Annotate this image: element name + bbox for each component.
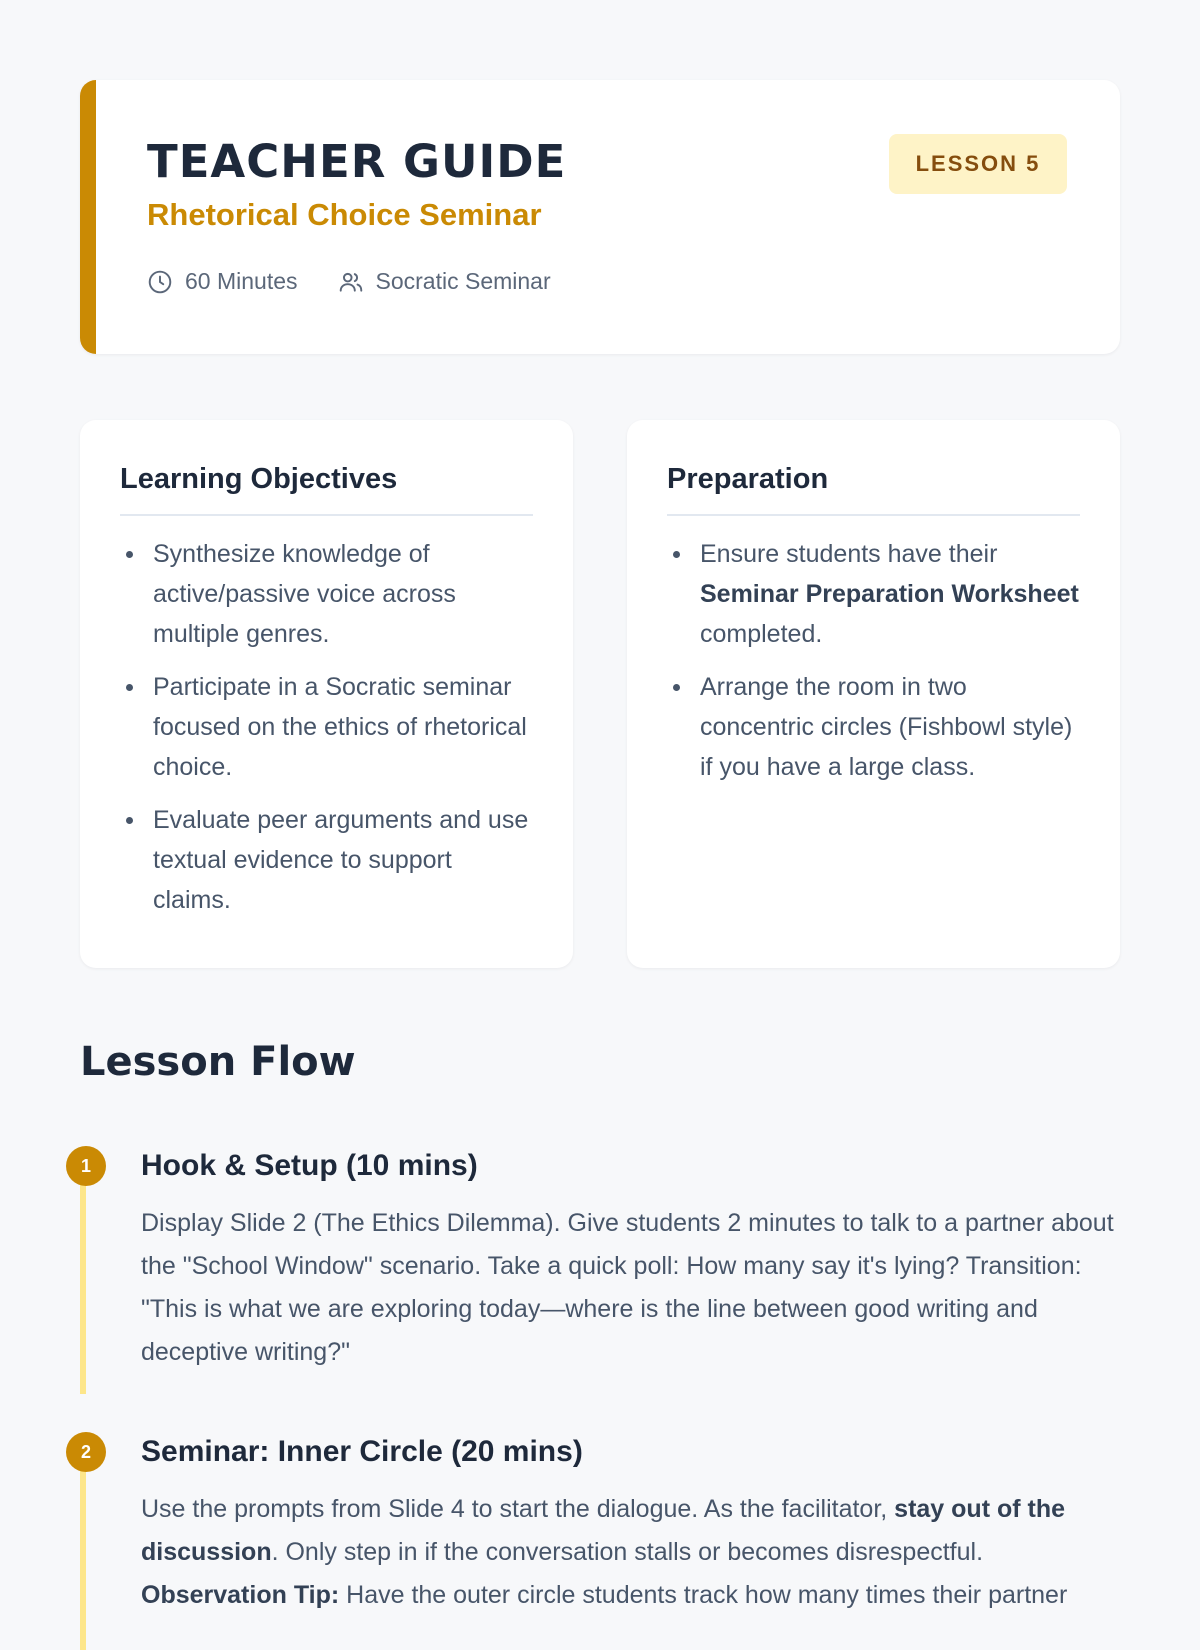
step-text-emphasis: stay out of the discussion <box>141 1495 1066 1566</box>
list-item <box>667 534 1080 654</box>
objectives-heading: Learning Objectives <box>120 462 533 516</box>
list-item: Participate in a Socratic seminar focused on the ethics of rhetorical choice. <box>120 667 533 787</box>
list-item: Evaluate peer arguments and use textual evidence to support claims. <box>120 800 533 920</box>
teacher-guide-page <box>80 80 1120 1609</box>
header-card <box>80 80 1120 354</box>
lesson-badge: LESSON 5 <box>889 134 1067 194</box>
observation-tip-text: Have the outer circle students track how many times their partner <box>339 1581 1068 1609</box>
prep-text-after: completed. <box>700 620 823 648</box>
format-label: Socratic Seminar <box>375 268 551 294</box>
step-description <box>141 1488 1131 1617</box>
header-accent-bar <box>80 80 96 354</box>
users-icon <box>338 269 364 295</box>
step-text-after: . Only step in if the conversation stalls or becomes disrespectful. <box>271 1538 984 1566</box>
timeline-line <box>80 1450 86 1650</box>
preparation-heading: Preparation <box>667 462 1080 516</box>
step-title: Hook & Setup (10 mins) <box>141 1149 478 1182</box>
list-item: Synthesize knowledge of active/passive voice across multiple genres. <box>120 534 533 654</box>
preparation-card <box>627 420 1120 968</box>
lesson-flow-heading: Lesson Flow <box>80 1039 356 1085</box>
duration-meta <box>147 268 298 295</box>
step-description: Display Slide 2 (The Ethics Dilemma). Give students 2 minutes to talk to a partner about the "School Window" scenario. Take a quick poll: How many say it's lying? Transition: "This is what we are exploring today—where is the line between good writing and deceptive writing?" <box>141 1209 1114 1366</box>
format-meta <box>338 268 551 295</box>
lesson-meta <box>147 268 551 295</box>
observation-tip-label: Observation Tip: <box>141 1581 340 1609</box>
duration-label: 60 Minutes <box>185 268 298 294</box>
step-title: Seminar: Inner Circle (20 mins) <box>141 1435 583 1468</box>
step-number-badge: 1 <box>66 1146 106 1186</box>
timeline-line <box>80 1164 86 1394</box>
prep-text-before: Ensure students have their <box>700 540 998 568</box>
list-item: Arrange the room in two concentric circles (Fishbowl style) if you have a large class. <box>667 667 1080 787</box>
step-text-before: Use the prompts from Slide 4 to start the dialogue. As the facilitator, <box>141 1495 895 1523</box>
step-number-badge: 2 <box>66 1432 106 1472</box>
preparation-list <box>667 534 1080 787</box>
info-cards <box>80 420 1120 968</box>
prep-worksheet-name: Seminar Preparation Worksheet <box>700 580 1079 608</box>
clock-icon <box>147 269 173 295</box>
page-title: TEACHER GUIDE <box>147 135 567 188</box>
objectives-list <box>120 534 533 920</box>
flow-step-1 <box>80 1146 1120 1446</box>
page-subtitle: Rhetorical Choice Seminar <box>147 197 542 232</box>
flow-step-2 <box>80 1432 1120 1632</box>
learning-objectives-card <box>80 420 573 968</box>
